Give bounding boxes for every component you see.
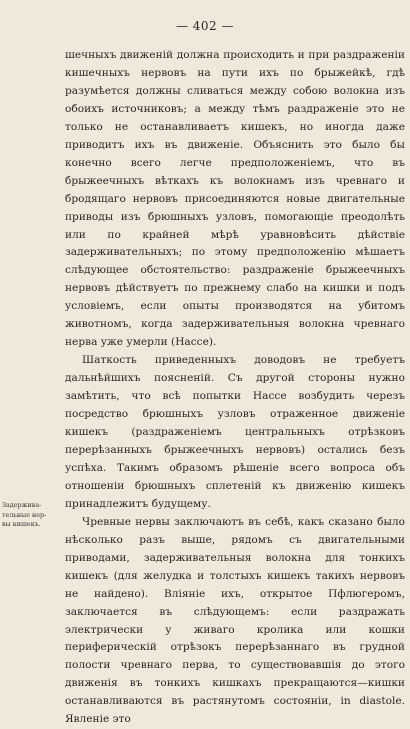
paragraph-2: Шаткость приведенныхъ доводовъ не требуетъ дальнѣйшихъ поясненій. Съ другой стороны нужно замѣтить, что всѣ попытки Нассе возбудить черезъ посредство брюшныхъ узловъ отраженное движеніе кишекъ (раздраженіемъ центральныхъ отрѣзковъ перерѣзанныхъ брыжеечныхъ нервовъ) остались безъ успѣха. Такимъ образомъ рѣшеніе всего вопроса объ отношеніи брюшныхъ сплетеній къ движенію кишекъ принадлежитъ будущему.	[65, 354, 405, 510]
margin-note-line: вы кишекъ.	[2, 520, 41, 529]
margin-note-line: тельные нер-	[2, 510, 47, 519]
margin-note	[2, 501, 60, 530]
paragraph-1: шечныхъ движеній должна происходить и при раздраженіи кишечныхъ нервовъ на пути ихъ по брыжейкѣ, гдѣ разумѣется должны сливаться между собою волокна изъ обоихъ источниковъ; а между тѣмъ раздраженіе это не только не останавливаетъ кишекъ, но иногда даже приводитъ ихъ въ движеніе. Объяснить это было бы конечно всего легче предположеніемъ, что въ брыжеечныхъ вѣткахъ къ волокнамъ изъ чревнаго и бродящаго нервовъ присоединяются новые двигательные приводы изъ брюшныхъ узловъ, помогающіе преодолѣть или по крайней мѣрѣ уравновѣсить дѣйствіе задерживательныхъ; по этому предположенію мѣшаетъ слѣдующее обстоятельство: раздраженіе брыжеечныхъ нервовъ дѣйствуетъ по прежнему слабо на кишки и подъ условіемъ, если опыты производятся на убитомъ животномъ, когда задерживательныя волокна чревнаго нерва уже умерли (Нассе).	[65, 49, 405, 349]
paragraph-3: Чревные нервы заключаютъ въ себѣ, какъ сказано было нѣсколько разъ выше, рядомъ съ двигательными приводами, задерживательныя волокна для тонкихъ кишекъ (для желудка и толстыхъ кишекъ такихъ нервовъ не найдено). Вліяніе ихъ, открытое Пфлюгеромъ, заключается въ слѣдующемъ: если раздражать электрически у живаго кролика или кошки периферическій отрѣзокъ перерѣзаннаго въ грудной полости чревнаго перва, то существовавшія до этого движенія въ тонкихъ кишкахъ прекращаются—кишки останавливаются въ растянутомъ состояніи, in diastole. Явленіе это	[65, 515, 405, 726]
page-number: — 402 —	[175, 19, 235, 33]
margin-note-line: Задержива-	[2, 501, 42, 509]
page-body	[65, 47, 405, 729]
